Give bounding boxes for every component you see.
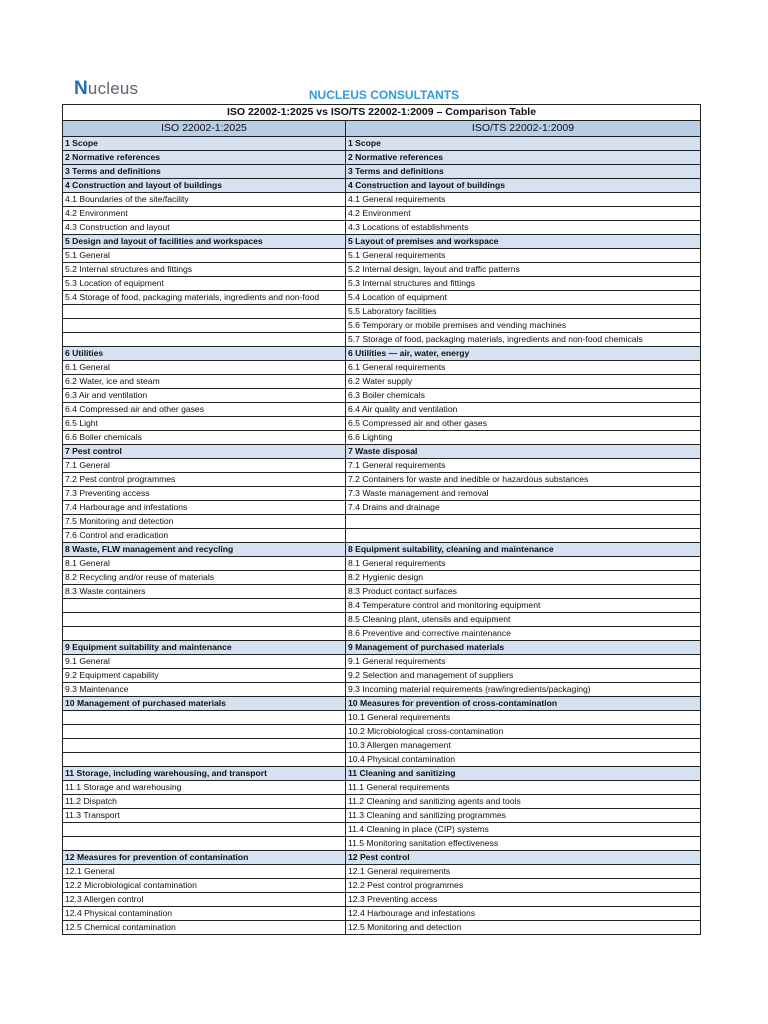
table-row [63, 837, 701, 851]
table-row [63, 235, 701, 249]
cell-iso-2025: 6.6 Boiler chemicals [63, 431, 346, 445]
table-row [63, 739, 701, 753]
cell-iso-2025: 11.2 Dispatch [63, 795, 346, 809]
table-row [63, 445, 701, 459]
table-row [63, 179, 701, 193]
table-row [63, 865, 701, 879]
cell-iso-2025: 1 Scope [63, 137, 346, 151]
table-row [63, 375, 701, 389]
cell-iso-2025 [63, 837, 346, 851]
cell-iso-2025: 12.3 Allergen control [63, 893, 346, 907]
cell-iso-2009: 10 Measures for prevention of cross-contamination [346, 697, 701, 711]
cell-iso-2025 [63, 613, 346, 627]
cell-iso-2025 [63, 753, 346, 767]
cell-iso-2009: 4.2 Environment [346, 207, 701, 221]
table-row [63, 193, 701, 207]
cell-iso-2025: 6.4 Compressed air and other gases [63, 403, 346, 417]
comparison-table [62, 104, 701, 935]
cell-iso-2009: 1 Scope [346, 137, 701, 151]
cell-iso-2025: 8.1 General [63, 557, 346, 571]
cell-iso-2009: 7.3 Waste management and removal [346, 487, 701, 501]
table-row [63, 305, 701, 319]
cell-iso-2009: 5.7 Storage of food, packaging materials, ingredients and non-food chemicals [346, 333, 701, 347]
cell-iso-2025: 8.3 Waste containers [63, 585, 346, 599]
table-row [63, 361, 701, 375]
cell-iso-2009: 6.5 Compressed air and other gases [346, 417, 701, 431]
cell-iso-2009: 6.4 Air quality and ventilation [346, 403, 701, 417]
cell-iso-2025: 12 Measures for prevention of contamination [63, 851, 346, 865]
table-row [63, 697, 701, 711]
table-row [63, 431, 701, 445]
cell-iso-2009: 10.4 Physical contamination [346, 753, 701, 767]
cell-iso-2009: 11.4 Cleaning in place (CIP) systems [346, 823, 701, 837]
table-row [63, 403, 701, 417]
cell-iso-2009 [346, 515, 701, 529]
cell-iso-2009: 12 Pest control [346, 851, 701, 865]
cell-iso-2009: 3 Terms and definitions [346, 165, 701, 179]
cell-iso-2025: 6.2 Water, ice and steam [63, 375, 346, 389]
cell-iso-2009: 5.5 Laboratory facilities [346, 305, 701, 319]
cell-iso-2009: 10.1 General requirements [346, 711, 701, 725]
cell-iso-2009: 6.1 General requirements [346, 361, 701, 375]
table-row [63, 529, 701, 543]
cell-iso-2009: 11.2 Cleaning and sanitizing agents and tools [346, 795, 701, 809]
cell-iso-2025: 7.2 Pest control programmes [63, 473, 346, 487]
cell-iso-2009: 10.3 Allergen management [346, 739, 701, 753]
cell-iso-2025: 7.1 General [63, 459, 346, 473]
cell-iso-2009: 11.3 Cleaning and sanitizing programmes [346, 809, 701, 823]
table-row [63, 767, 701, 781]
cell-iso-2009: 5.1 General requirements [346, 249, 701, 263]
table-row [63, 627, 701, 641]
cell-iso-2009: 7.2 Containers for waste and inedible or hazardous substances [346, 473, 701, 487]
cell-iso-2025: 5.3 Location of equipment [63, 277, 346, 291]
table-row [63, 641, 701, 655]
table-row [63, 669, 701, 683]
table-row [63, 389, 701, 403]
cell-iso-2009: 8.1 General requirements [346, 557, 701, 571]
cell-iso-2009: 9 Management of purchased materials [346, 641, 701, 655]
cell-iso-2025: 12.4 Physical contamination [63, 907, 346, 921]
cell-iso-2025: 5 Design and layout of facilities and workspaces [63, 235, 346, 249]
cell-iso-2025 [63, 599, 346, 613]
cell-iso-2025 [63, 711, 346, 725]
cell-iso-2025: 7.4 Harbourage and infestations [63, 501, 346, 515]
table-row [63, 893, 701, 907]
cell-iso-2009: 7.1 General requirements [346, 459, 701, 473]
cell-iso-2025 [63, 333, 346, 347]
cell-iso-2009: 9.3 Incoming material requirements (raw/ingredients/packaging) [346, 683, 701, 697]
table-row [63, 473, 701, 487]
cell-iso-2009: 5.6 Temporary or mobile premises and vending machines [346, 319, 701, 333]
cell-iso-2009: 4.1 General requirements [346, 193, 701, 207]
cell-iso-2009: 12.2 Pest control programmes [346, 879, 701, 893]
cell-iso-2025: 4.3 Construction and layout [63, 221, 346, 235]
table-row [63, 291, 701, 305]
cell-iso-2009 [346, 529, 701, 543]
cell-iso-2009: 5.2 Internal design, layout and traffic patterns [346, 263, 701, 277]
cell-iso-2009: 8.6 Preventive and corrective maintenance [346, 627, 701, 641]
cell-iso-2025 [63, 319, 346, 333]
table-row [63, 879, 701, 893]
table-row [63, 543, 701, 557]
cell-iso-2025: 6.1 General [63, 361, 346, 375]
table-row [63, 823, 701, 837]
table-row [63, 207, 701, 221]
cell-iso-2009: 12.3 Preventing access [346, 893, 701, 907]
cell-iso-2025: 9.2 Equipment capability [63, 669, 346, 683]
cell-iso-2025: 5.4 Storage of food, packaging materials, ingredients and non-food [63, 291, 346, 305]
table-row [63, 655, 701, 669]
cell-iso-2025: 7.5 Monitoring and detection [63, 515, 346, 529]
cell-iso-2025: 7.3 Preventing access [63, 487, 346, 501]
cell-iso-2009: 10.2 Microbiological cross-contamination [346, 725, 701, 739]
cell-iso-2009: 8 Equipment suitability, cleaning and maintenance [346, 543, 701, 557]
table-row [63, 781, 701, 795]
table-row [63, 557, 701, 571]
table-row [63, 613, 701, 627]
company-heading: NUCLEUS CONSULTANTS [308, 88, 460, 102]
cell-iso-2009: 2 Normative references [346, 151, 701, 165]
cell-iso-2025: 5.1 General [63, 249, 346, 263]
cell-iso-2009: 6.2 Water supply [346, 375, 701, 389]
cell-iso-2009: 12.1 General requirements [346, 865, 701, 879]
cell-iso-2009: 9.1 General requirements [346, 655, 701, 669]
cell-iso-2025: 11.1 Storage and warehousing [63, 781, 346, 795]
cell-iso-2025 [63, 305, 346, 319]
cell-iso-2009: 8.5 Cleaning plant, utensils and equipment [346, 613, 701, 627]
cell-iso-2009: 8.3 Product contact surfaces [346, 585, 701, 599]
table-row [63, 249, 701, 263]
cell-iso-2025: 4.1 Boundaries of the site/facility [63, 193, 346, 207]
table-caption: ISO 22002-1:2025 vs ISO/TS 22002-1:2009 – Comparison Table [63, 105, 701, 121]
table-row [63, 151, 701, 165]
table-row [63, 683, 701, 697]
cell-iso-2009: 6 Utilities — air, water, energy [346, 347, 701, 361]
cell-iso-2025: 9 Equipment suitability and maintenance [63, 641, 346, 655]
cell-iso-2025: 3 Terms and definitions [63, 165, 346, 179]
table-row [63, 221, 701, 235]
table-row [63, 501, 701, 515]
cell-iso-2009: 8.2 Hygienic design [346, 571, 701, 585]
table-row [63, 599, 701, 613]
cell-iso-2025: 5.2 Internal structures and fittings [63, 263, 346, 277]
cell-iso-2009: 4 Construction and layout of buildings [346, 179, 701, 193]
cell-iso-2009: 11.1 General requirements [346, 781, 701, 795]
cell-iso-2009: 8.4 Temperature control and monitoring equipment [346, 599, 701, 613]
cell-iso-2009: 5 Layout of premises and workspace [346, 235, 701, 249]
cell-iso-2025: 6.3 Air and ventilation [63, 389, 346, 403]
cell-iso-2009: 9.2 Selection and management of suppliers [346, 669, 701, 683]
table-row [63, 711, 701, 725]
cell-iso-2025 [63, 823, 346, 837]
table-row [63, 319, 701, 333]
cell-iso-2009: 12.4 Harbourage and infestations [346, 907, 701, 921]
cell-iso-2025: 4 Construction and layout of buildings [63, 179, 346, 193]
table-row [63, 795, 701, 809]
cell-iso-2025: 11 Storage, including warehousing, and transport [63, 767, 346, 781]
cell-iso-2025 [63, 739, 346, 753]
table-row [63, 907, 701, 921]
table-row [63, 851, 701, 865]
table-row [63, 417, 701, 431]
cell-iso-2025: 9.3 Maintenance [63, 683, 346, 697]
table-row [63, 459, 701, 473]
cell-iso-2025 [63, 725, 346, 739]
cell-iso-2025: 7.6 Control and eradication [63, 529, 346, 543]
table-row [63, 809, 701, 823]
table-row [63, 137, 701, 151]
table-row [63, 263, 701, 277]
cell-iso-2025: 6 Utilities [63, 347, 346, 361]
table-row [63, 571, 701, 585]
table-row [63, 753, 701, 767]
table-row [63, 333, 701, 347]
table-row [63, 585, 701, 599]
cell-iso-2025: 8 Waste, FLW management and recycling [63, 543, 346, 557]
column-header-row [63, 121, 701, 137]
logo-text: ucleus [87, 79, 139, 98]
cell-iso-2009: 7.4 Drains and drainage [346, 501, 701, 515]
cell-iso-2009: 6.3 Boiler chemicals [346, 389, 701, 403]
table-row [63, 277, 701, 291]
cell-iso-2025: 7 Pest control [63, 445, 346, 459]
table-row [63, 347, 701, 361]
cell-iso-2025: 8.2 Recycling and/or reuse of materials [63, 571, 346, 585]
cell-iso-2009: 4.3 Locations of establishments [346, 221, 701, 235]
cell-iso-2025: 12.5 Chemical contamination [63, 921, 346, 935]
cell-iso-2025: 9.1 General [63, 655, 346, 669]
cell-iso-2009: 6.6 Lighting [346, 431, 701, 445]
column-header-iso-2009: ISO/TS 22002-1:2009 [346, 121, 701, 137]
cell-iso-2025: 2 Normative references [63, 151, 346, 165]
table-row [63, 921, 701, 935]
table-row [63, 487, 701, 501]
cell-iso-2009: 11 Cleaning and sanitizing [346, 767, 701, 781]
cell-iso-2025: 10 Management of purchased materials [63, 697, 346, 711]
table-row [63, 165, 701, 179]
column-header-iso-2025: ISO 22002-1:2025 [63, 121, 346, 137]
table-body [63, 137, 701, 935]
cell-iso-2009: 7 Waste disposal [346, 445, 701, 459]
cell-iso-2025 [63, 627, 346, 641]
cell-iso-2025: 6.5 Light [63, 417, 346, 431]
cell-iso-2009: 5.4 Location of equipment [346, 291, 701, 305]
cell-iso-2009: 11.5 Monitoring sanitation effectiveness [346, 837, 701, 851]
cell-iso-2025: 4.2 Environment [63, 207, 346, 221]
cell-iso-2009: 12.5 Monitoring and detection [346, 921, 701, 935]
cell-iso-2025: 12.1 General [63, 865, 346, 879]
cell-iso-2009: 5.3 Internal structures and fittings [346, 277, 701, 291]
table-caption-row [63, 105, 701, 121]
cell-iso-2025: 12.2 Microbiological contamination [63, 879, 346, 893]
table-row [63, 515, 701, 529]
cell-iso-2025: 11.3 Transport [63, 809, 346, 823]
table-row [63, 725, 701, 739]
logo-initial: N [74, 78, 88, 99]
